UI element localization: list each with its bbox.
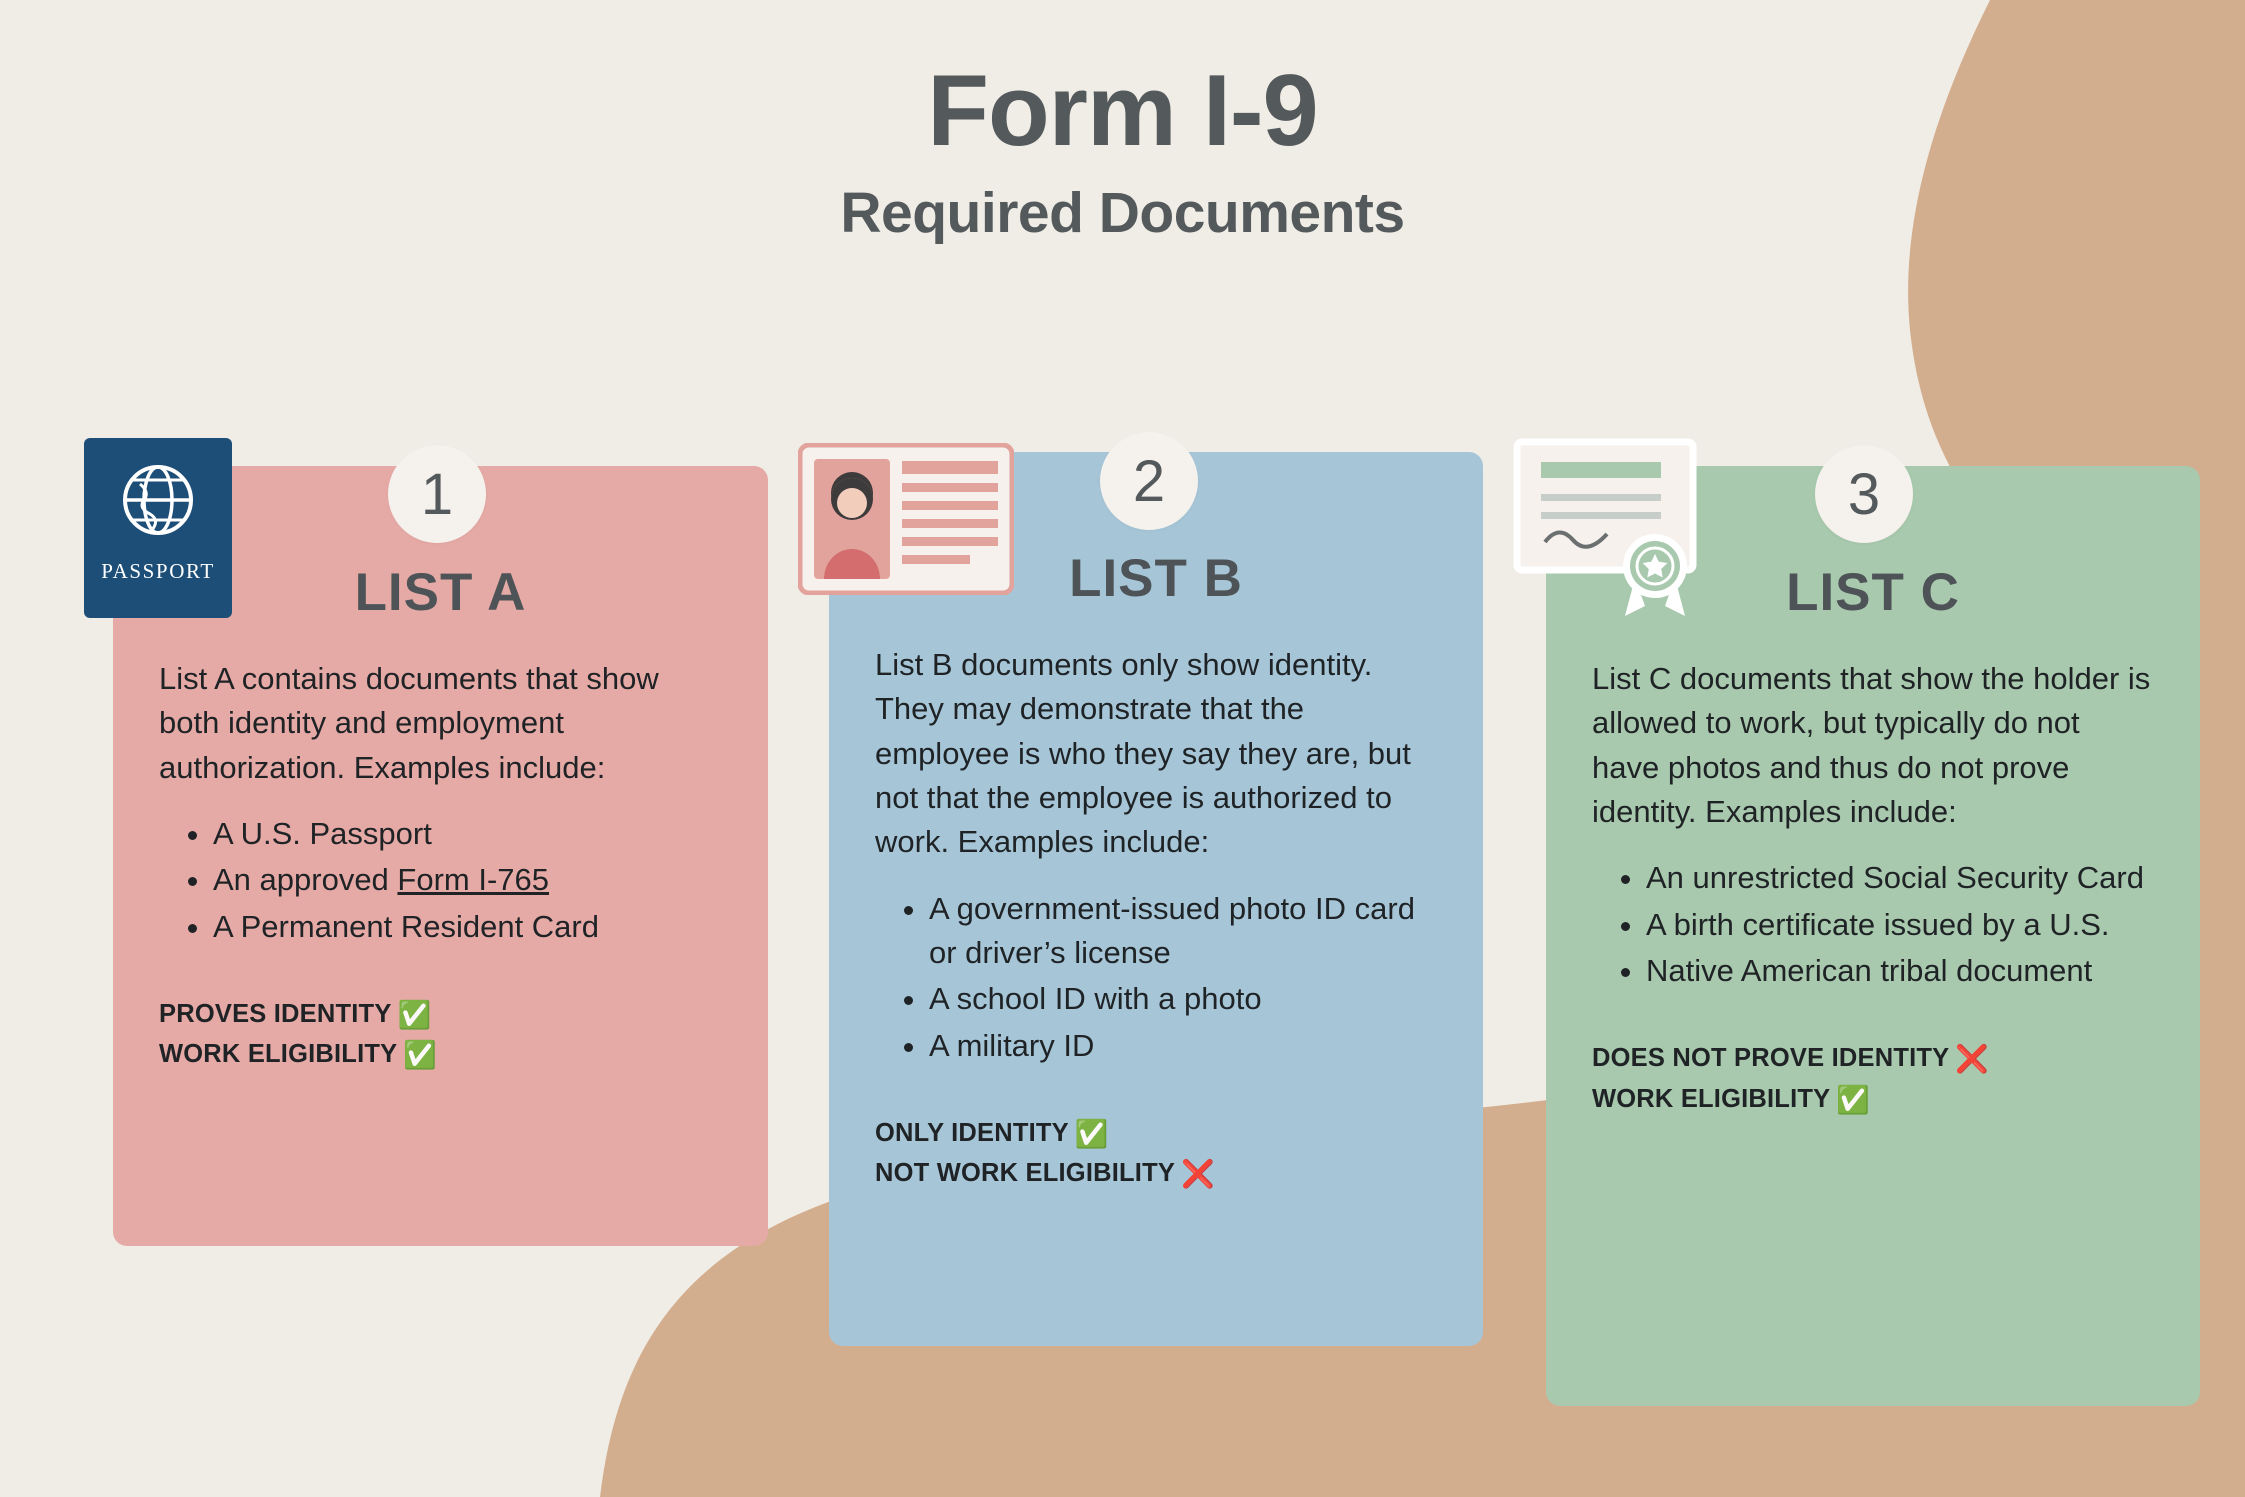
check-icon: ✅ xyxy=(1074,1118,1109,1149)
list-item: • Native American tribal document xyxy=(1646,949,2154,993)
list-item xyxy=(213,858,722,902)
page-header xyxy=(0,0,2245,246)
passport-icon-label: PASSPORT xyxy=(101,559,215,583)
card-b-list xyxy=(875,887,1437,1068)
certificate-icon xyxy=(1513,438,1703,621)
status-badge xyxy=(875,1114,1437,1155)
list-item-text: A U.S. Passport xyxy=(213,815,432,851)
card-b-body xyxy=(875,643,1437,1068)
step-number-2: 2 xyxy=(1100,432,1198,530)
step-number-1: 1 xyxy=(388,445,486,543)
list-item: • A school ID with a photo xyxy=(929,977,1437,1021)
list-item: • A military ID xyxy=(929,1024,1437,1068)
card-c-body xyxy=(1592,657,2154,993)
card-c-list xyxy=(1592,856,2154,993)
card-c-heading: LIST C xyxy=(1786,563,1960,622)
list-item xyxy=(213,905,722,949)
list-item: • An unrestricted Social Security Card xyxy=(1646,856,2154,900)
list-item: • A government-issued photo ID card or driver’s license xyxy=(929,887,1437,976)
card-b-heading: LIST B xyxy=(1069,549,1243,608)
status-badge xyxy=(1592,1039,2154,1080)
page-title: Form I-9 xyxy=(927,55,1318,167)
card-a-flags xyxy=(159,995,722,1076)
card-c-intro: List C documents that show the holder is allowed to work, but typically do not have photos and thus do not prove identity. Examples include: xyxy=(1592,661,2151,829)
check-icon: ✅ xyxy=(1836,1084,1871,1115)
status-badge xyxy=(1592,1080,2154,1121)
status-badge xyxy=(159,1035,722,1076)
list-item: • A birth certificate issued by a U.S. xyxy=(1646,903,2154,947)
card-a-heading: LIST A xyxy=(354,563,527,622)
page-subtitle: Required Documents xyxy=(840,181,1405,246)
form-i765-link[interactable]: Form I-765 xyxy=(397,862,550,898)
cross-icon: ❌ xyxy=(1955,1044,1990,1075)
card-b-intro: List B documents only show identity. They may demonstrate that the employee is who they say they are, but not that the employee is authorized to work. Examples include: xyxy=(875,647,1411,860)
list-item-text: A Permanent Resident Card xyxy=(213,908,599,944)
card-b-flags xyxy=(875,1114,1437,1195)
cross-icon: ❌ xyxy=(1181,1159,1215,1190)
passport-icon xyxy=(84,438,232,623)
id-card-icon xyxy=(798,443,1014,600)
card-c-flags xyxy=(1592,1039,2154,1120)
status-badge-label: ONLY IDENTITY xyxy=(875,1118,1069,1147)
step-number-3: 3 xyxy=(1815,445,1913,543)
list-item-text: An approved xyxy=(213,862,398,898)
card-a-intro: List A contains documents that show both identity and employment authorization. Examples include: xyxy=(159,661,659,785)
status-badge-label: WORK ELIGIBILITY xyxy=(159,1040,398,1069)
status-badge xyxy=(159,995,722,1036)
check-icon: ✅ xyxy=(397,999,432,1030)
card-a-list xyxy=(159,812,722,949)
status-badge-label: DOES NOT PROVE IDENTITY xyxy=(1592,1044,1950,1073)
status-badge-label: WORK ELIGIBILITY xyxy=(1592,1084,1831,1113)
status-badge-label: PROVES IDENTITY xyxy=(159,999,392,1028)
list-item xyxy=(213,812,722,856)
check-icon: ✅ xyxy=(403,1040,438,1071)
status-badge xyxy=(875,1154,1437,1195)
status-badge-label: NOT WORK ELIGIBILITY xyxy=(875,1159,1176,1188)
card-a-body xyxy=(159,657,722,949)
